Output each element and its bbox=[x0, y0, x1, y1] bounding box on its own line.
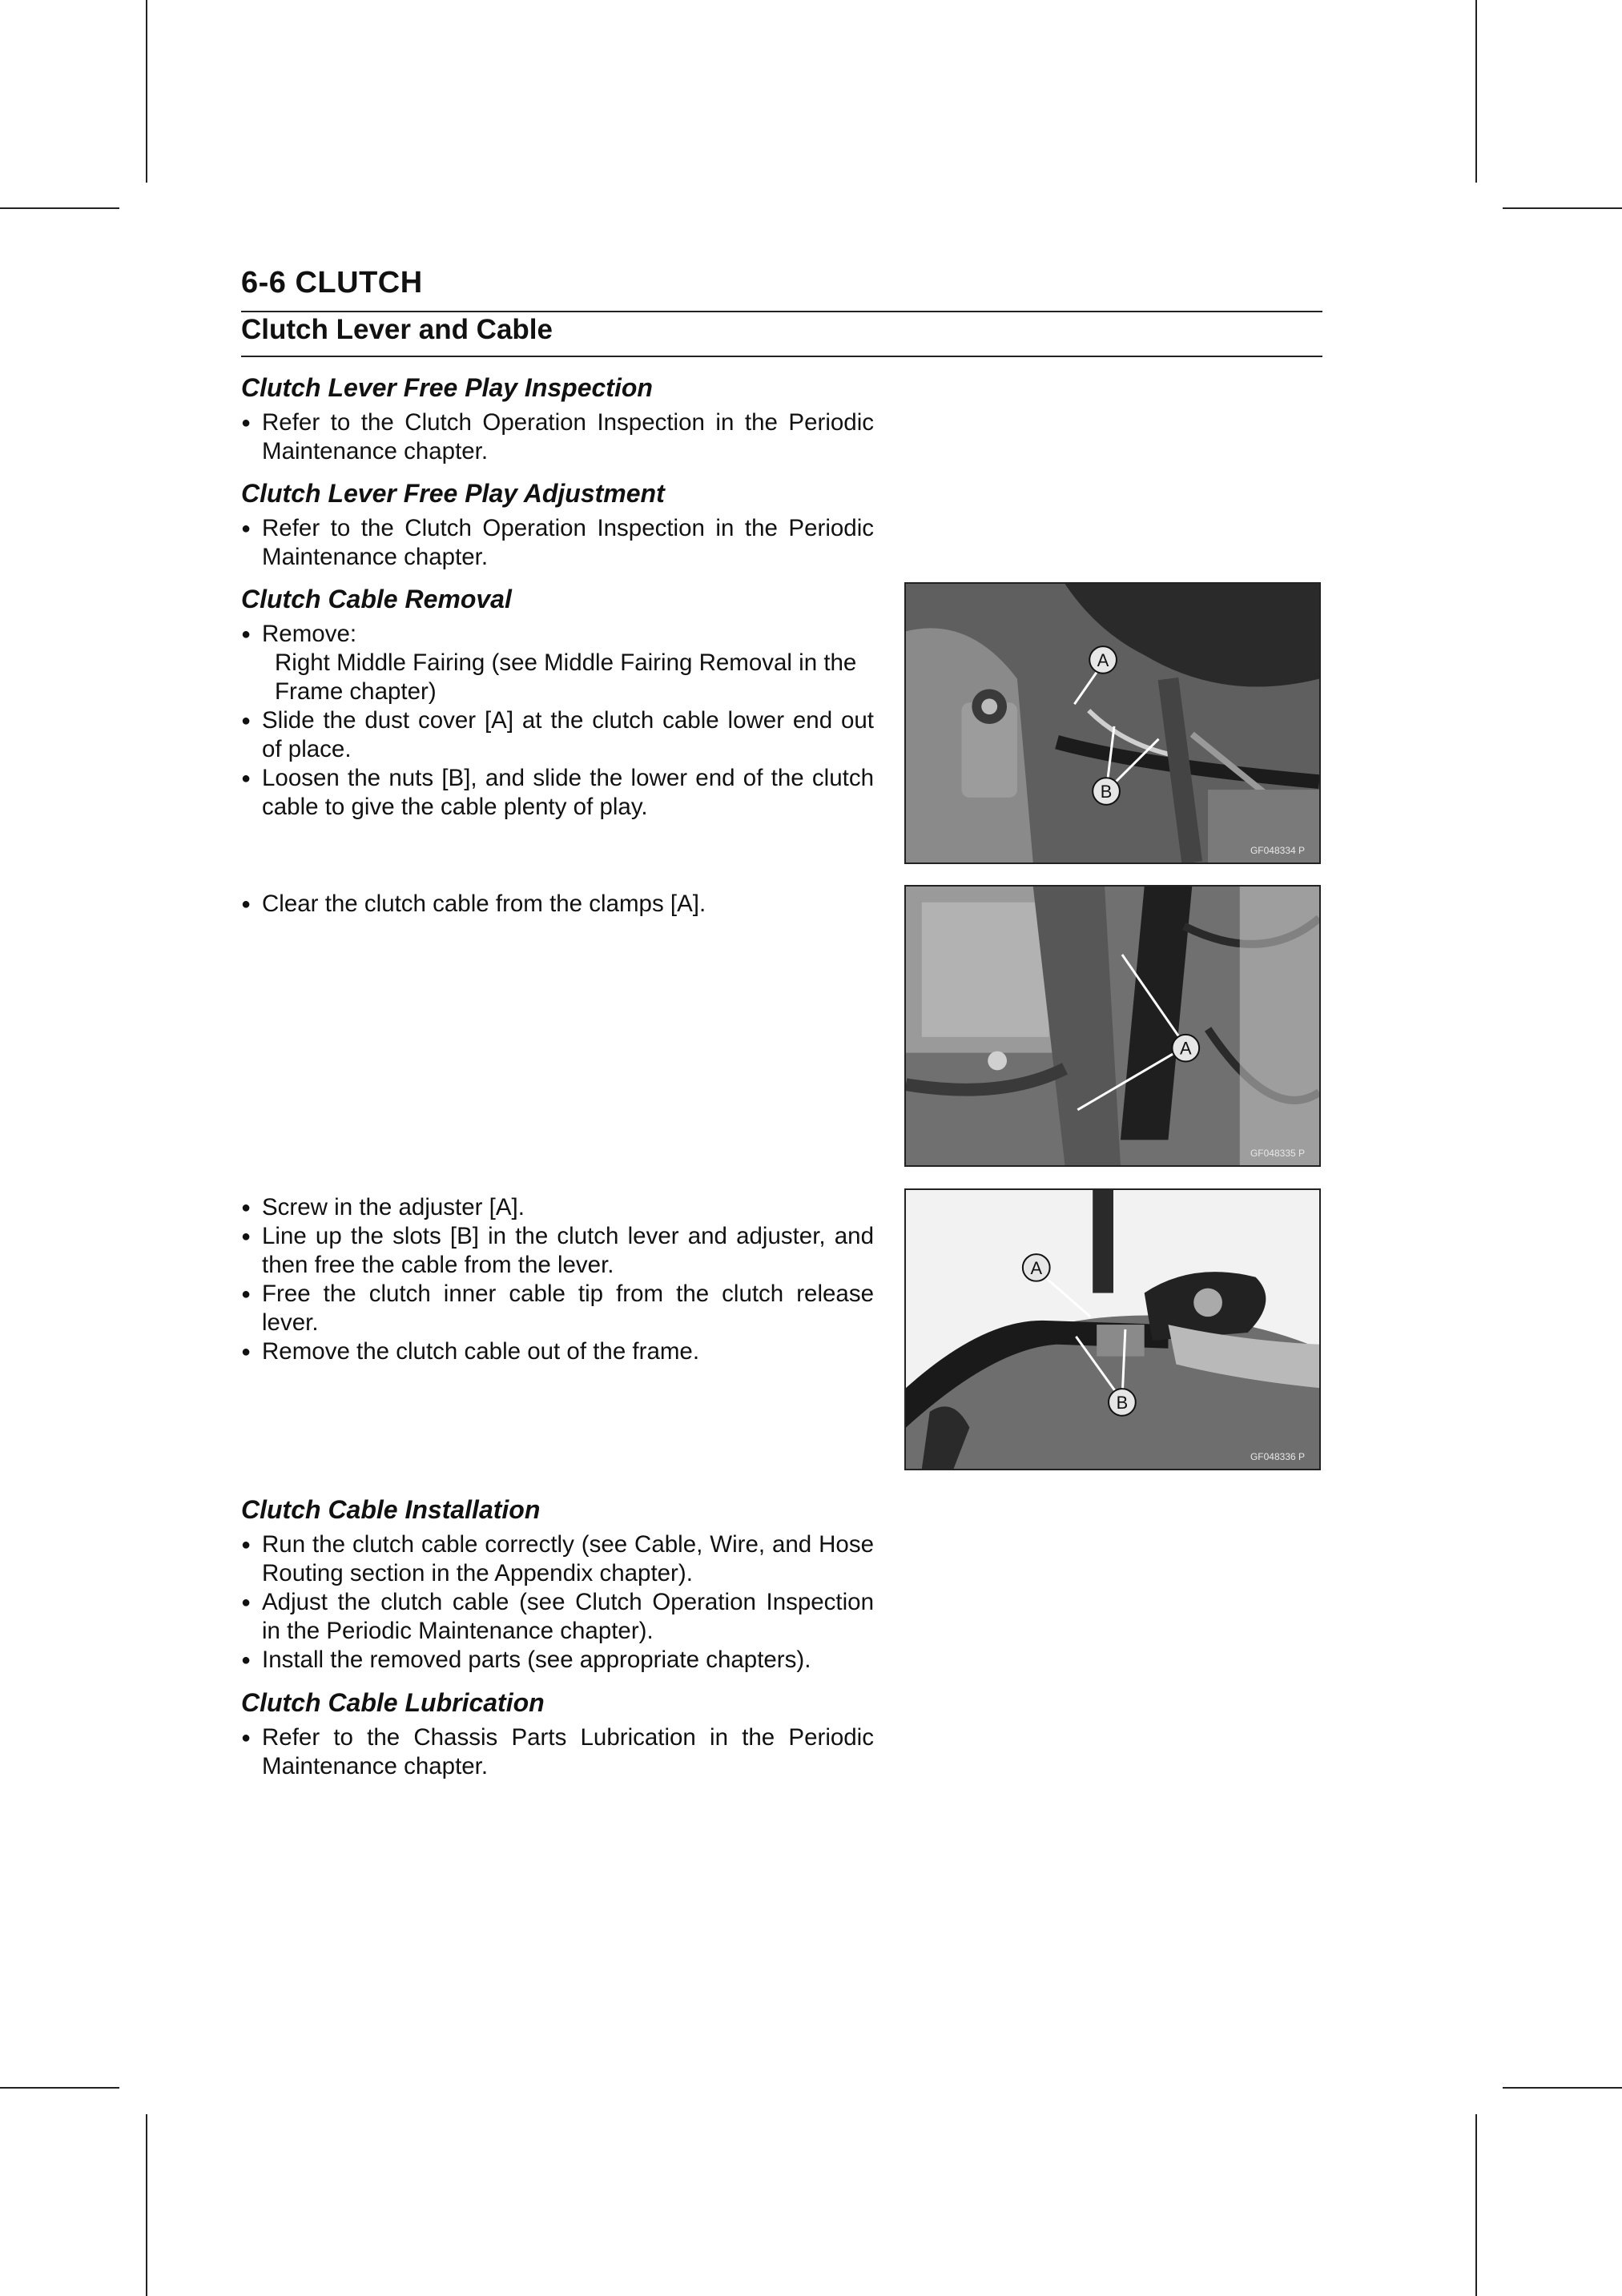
figure-code: GF048336 P bbox=[1250, 1451, 1305, 1462]
bullet-item: ● Remove: bbox=[241, 620, 874, 649]
crop-mark bbox=[1503, 2087, 1622, 2089]
figure-clamps-photo bbox=[904, 885, 1321, 1167]
free-play-adjustment-section bbox=[241, 477, 874, 572]
bullet-item: ● Free the clutch inner cable tip from the clutch release lever. bbox=[241, 1280, 874, 1337]
callout-a: A bbox=[1180, 1038, 1192, 1059]
figure-code: GF048335 P bbox=[1250, 1148, 1305, 1159]
free-play-adjustment-heading: Clutch Lever Free Play Adjustment bbox=[241, 479, 665, 508]
cable-removal-step-clamps bbox=[241, 890, 874, 919]
header-rule bbox=[241, 311, 1322, 312]
bullet-item: ● Slide the dust cover [A] at the clutch cable lower end out of place. bbox=[241, 706, 874, 764]
crop-mark bbox=[146, 0, 147, 183]
crop-mark bbox=[0, 207, 119, 209]
bullet-item: ● Loosen the nuts [B], and slide the lower end of the clutch cable to give the cable plenty of play. bbox=[241, 764, 874, 822]
callout-b: B bbox=[1100, 781, 1113, 802]
engine-photo-illustration bbox=[906, 584, 1319, 863]
bullet-item: ● Refer to the Clutch Operation Inspection in the Periodic Maintenance chapter. bbox=[241, 408, 874, 466]
callout-a: A bbox=[1030, 1257, 1043, 1278]
cable-lubrication-heading: Clutch Cable Lubrication bbox=[241, 1688, 545, 1717]
frame-photo-illustration bbox=[906, 887, 1319, 1165]
bullet-item: ● Run the clutch cable correctly (see Cable, Wire, and Hose Routing section in the Appendix chapter). bbox=[241, 1530, 874, 1588]
crop-mark bbox=[1475, 2114, 1477, 2296]
figure-adjuster-photo bbox=[904, 1188, 1321, 1470]
bullet-item: ● Remove the clutch cable out of the frame. bbox=[241, 1337, 874, 1366]
crop-mark bbox=[1503, 207, 1622, 209]
bullet-item: ● Adjust the clutch cable (see Clutch Operation Inspection in the Periodic Maintenance chapter). bbox=[241, 1588, 874, 1646]
bullet-item: ● Refer to the Clutch Operation Inspection in the Periodic Maintenance chapter. bbox=[241, 514, 874, 572]
remove-item: Right Middle Fairing (see Middle Fairing Removal in the Frame chapter) bbox=[275, 649, 857, 705]
free-play-inspection-heading: Clutch Lever Free Play Inspection bbox=[241, 373, 653, 402]
lever-photo-illustration bbox=[906, 1190, 1319, 1469]
bullet-item: ● Screw in the adjuster [A]. bbox=[241, 1193, 874, 1222]
cable-installation-heading: Clutch Cable Installation bbox=[241, 1495, 541, 1524]
figure-dust-cover-photo bbox=[904, 582, 1321, 864]
cable-removal-section bbox=[241, 583, 874, 822]
crop-mark bbox=[146, 2114, 147, 2296]
callout-b: B bbox=[1116, 1392, 1129, 1413]
crop-mark bbox=[0, 2087, 119, 2089]
chapter-title: 6-6 CLUTCH bbox=[241, 266, 423, 300]
section-title: Clutch Lever and Cable bbox=[241, 314, 553, 345]
free-play-inspection-section bbox=[241, 372, 874, 466]
crop-mark bbox=[1475, 0, 1477, 183]
bullet-item: ● Clear the clutch cable from the clamps [A]. bbox=[241, 890, 874, 919]
section-rule bbox=[241, 356, 1322, 357]
cable-removal-step-lever bbox=[241, 1193, 874, 1366]
cable-installation-section bbox=[241, 1494, 874, 1675]
callout-a: A bbox=[1097, 649, 1109, 670]
bullet-item: ● Line up the slots [B] in the clutch lever and adjuster, and then free the cable from the lever. bbox=[241, 1222, 874, 1280]
bullet-item: ● Refer to the Chassis Parts Lubrication in the Periodic Maintenance chapter. bbox=[241, 1723, 874, 1781]
bullet-item: ● Install the removed parts (see appropriate chapters). bbox=[241, 1646, 874, 1675]
cable-lubrication-section bbox=[241, 1687, 874, 1781]
figure-code: GF048334 P bbox=[1250, 845, 1305, 856]
cable-removal-heading: Clutch Cable Removal bbox=[241, 585, 512, 613]
